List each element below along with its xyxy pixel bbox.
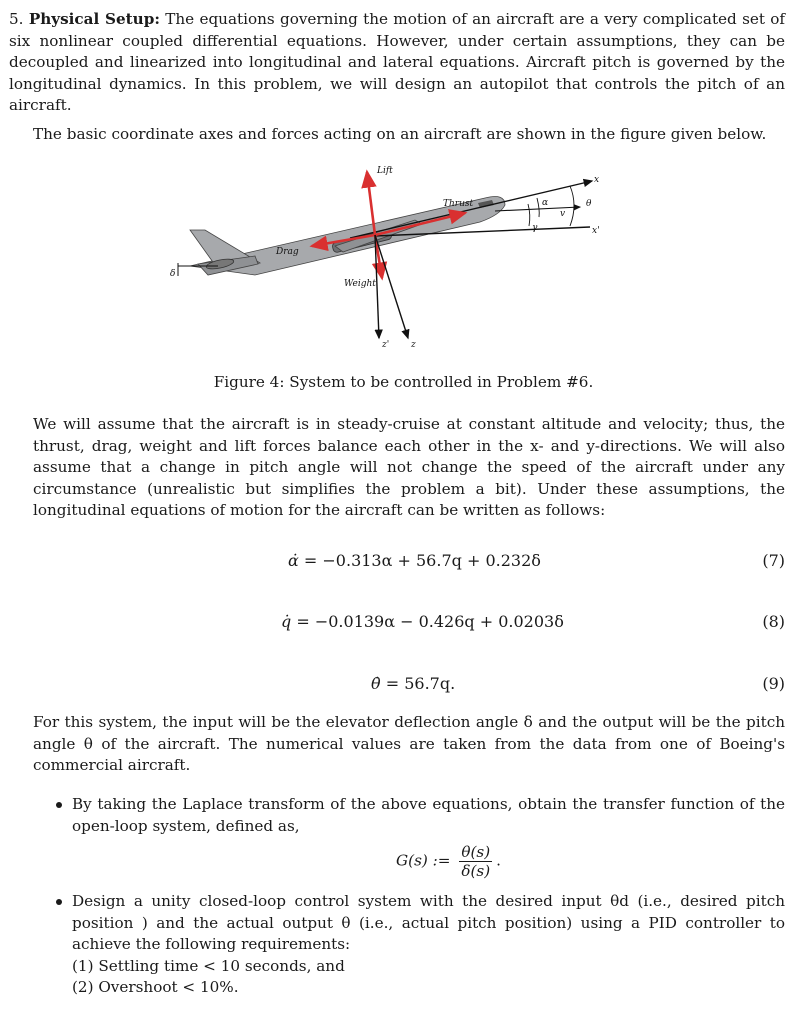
requirement-overshoot: (2) Overshoot < 10%. bbox=[72, 978, 239, 996]
equation-8 bbox=[33, 612, 785, 638]
lift-label: Lift bbox=[377, 166, 393, 176]
theta-label: θ bbox=[586, 199, 592, 209]
bullet-icon bbox=[56, 899, 62, 905]
equation-7 bbox=[33, 551, 785, 577]
transfer-function-denominator: δ(s) bbox=[461, 862, 491, 880]
x-axis bbox=[350, 181, 592, 238]
z-label: z bbox=[411, 340, 416, 350]
assumptions-paragraph: We will assume that the aircraft is in steady-cruise at constant altitude and velocity; thus, the thrust, drag, weight and lift forces balance each other in the x- and y-directions. We will also assume that a change in pitch angle will not change the speed of the aircraft under any circumstance (unrealistic but simplifies the problem a bit). Under these assumptions, the longitudinal equations of motion for the aircraft can be written as follows: bbox=[33, 415, 785, 519]
problem-intro-text: The equations governing the motion of an aircraft are a very complicated set of six nonlinear coupled differential equations. However, under certain assumptions, they can be decoupled and linearized into longitudinal and lateral equations. Aircraft pitch is governed by the longitudinal dynamics. In this problem, we will design an autopilot that controls the pitch of an aircraft. bbox=[9, 10, 786, 114]
equation-9-lhs: θ̇ bbox=[371, 674, 381, 693]
transfer-function-lhs: G(s) := bbox=[396, 851, 451, 870]
problem-heading: Physical Setup: bbox=[28, 10, 160, 28]
problem-intro bbox=[9, 9, 785, 117]
x-prime-label: x' bbox=[592, 226, 600, 236]
z-axis bbox=[375, 235, 408, 338]
alpha-label: α bbox=[542, 198, 549, 208]
transfer-function-numerator: θ(s) bbox=[461, 843, 491, 861]
drag-label: Drag bbox=[276, 247, 299, 257]
transfer-function bbox=[112, 843, 785, 880]
system-paragraph: For this system, the input will be the elevator deflection angle δ and the output will be the pitch angle θ of the aircraft. The numerical values are taken from the data from one of Boeing's commercial aircraft. bbox=[33, 713, 785, 774]
equation-7-rhs: = −0.313α + 56.7q + 0.232δ bbox=[303, 551, 541, 570]
x-label: x bbox=[594, 175, 600, 185]
task-2-text: Design a unity closed-loop control system with the desired input θd (i.e., desired pitch position ) and the actual output θ (i.e., actual pitch position) using a PID controller to achieve the following requirements: bbox=[72, 892, 785, 953]
equation-7-lhs: α̇ bbox=[288, 551, 299, 570]
bullet-icon bbox=[56, 802, 62, 808]
thrust-label: Thrust bbox=[443, 199, 474, 209]
delta-label: δ bbox=[170, 269, 176, 279]
problem-number: 5. bbox=[9, 10, 24, 28]
equation-7-number: (7) bbox=[762, 551, 785, 570]
transfer-function-period: . bbox=[496, 851, 501, 870]
equation-8-number: (8) bbox=[762, 612, 785, 631]
equation-9-number: (9) bbox=[762, 674, 785, 693]
z-prime-label: z' bbox=[382, 340, 390, 350]
velocity-vector bbox=[495, 207, 580, 211]
equation-9 bbox=[33, 674, 785, 700]
figure-caption: Figure 4: System to be controlled in Problem #6. bbox=[213, 373, 594, 391]
aircraft-figure bbox=[160, 160, 620, 360]
weight-label: Weight bbox=[344, 279, 376, 289]
equation-9-rhs: = 56.7q. bbox=[385, 674, 456, 693]
transfer-function-fraction bbox=[459, 843, 492, 880]
task-1-text: By taking the Laplace transform of the above equations, obtain the transfer function of the open-loop system, defined as, bbox=[72, 795, 785, 835]
equation-8-lhs: q̇ bbox=[281, 612, 292, 631]
task-item-1 bbox=[33, 794, 785, 880]
figure-intro: The basic coordinate axes and forces acting on an aircraft are shown in the figure given below. bbox=[33, 125, 767, 143]
v-label: v bbox=[560, 209, 566, 219]
task-item-2 bbox=[33, 891, 785, 999]
gamma-label: γ bbox=[532, 223, 538, 233]
requirement-settling-time: (1) Settling time < 10 seconds, and bbox=[72, 956, 345, 975]
equation-8-rhs: = −0.0139α − 0.426q + 0.0203δ bbox=[296, 612, 564, 631]
